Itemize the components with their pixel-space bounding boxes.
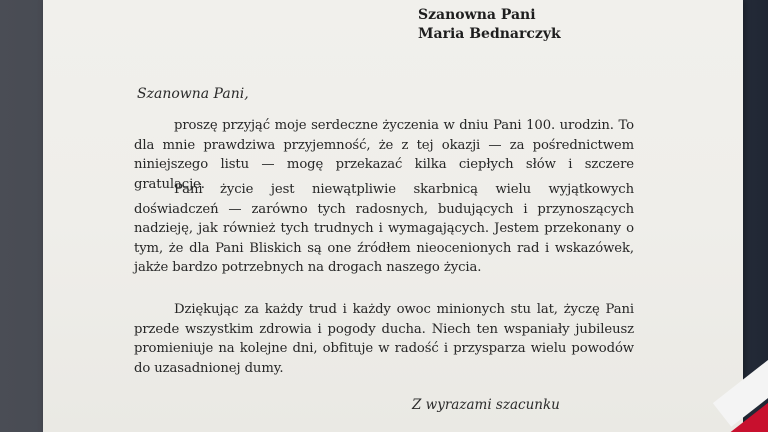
paragraph-2: Pani życie jest niewątpliwie skarbnicą wielu wyjątkowych doświadczeń — zarówno tych radosnych, budujących i przynoszących nadzieję, jak również tych trudnych i wymagających. Jestem przekonany o tym, że dla Pani Bliskich są one źródłem nieocenionych rad i wskazówek, jakże bardzo potrzebnych na drogach naszego życia. — [134, 182, 634, 276]
recipient-name: Maria Bednarczyk — [418, 26, 561, 42]
paragraph-1: proszę przyjąć moje serdeczne życzenia w dniu Pani 100. urodzin. To dla mnie prawdziwa przyjemność, że z tej okazji — za pośrednictwem niniejszego listu — mogę przekazać kilka ciepłych słów i szczere gratulacje. — [134, 118, 634, 192]
recipient-title: Szanowna Pani — [418, 7, 536, 23]
paragraph-3: Dziękując za każdy trud i każdy owoc minionych stu lat, życzę Pani przede wszystkim zdrowia i pogody ducha. Niech ten wspaniały jubileusz promieniuje na kolejne dni, obfituje w radość i przysparza wielu powodów do uzasadnionej dumy. — [134, 302, 634, 376]
closing-phrase: Z wyrazami szacunku — [412, 397, 560, 413]
recipient-block — [418, 6, 561, 44]
salutation: Szanowna Pani, — [137, 86, 249, 102]
